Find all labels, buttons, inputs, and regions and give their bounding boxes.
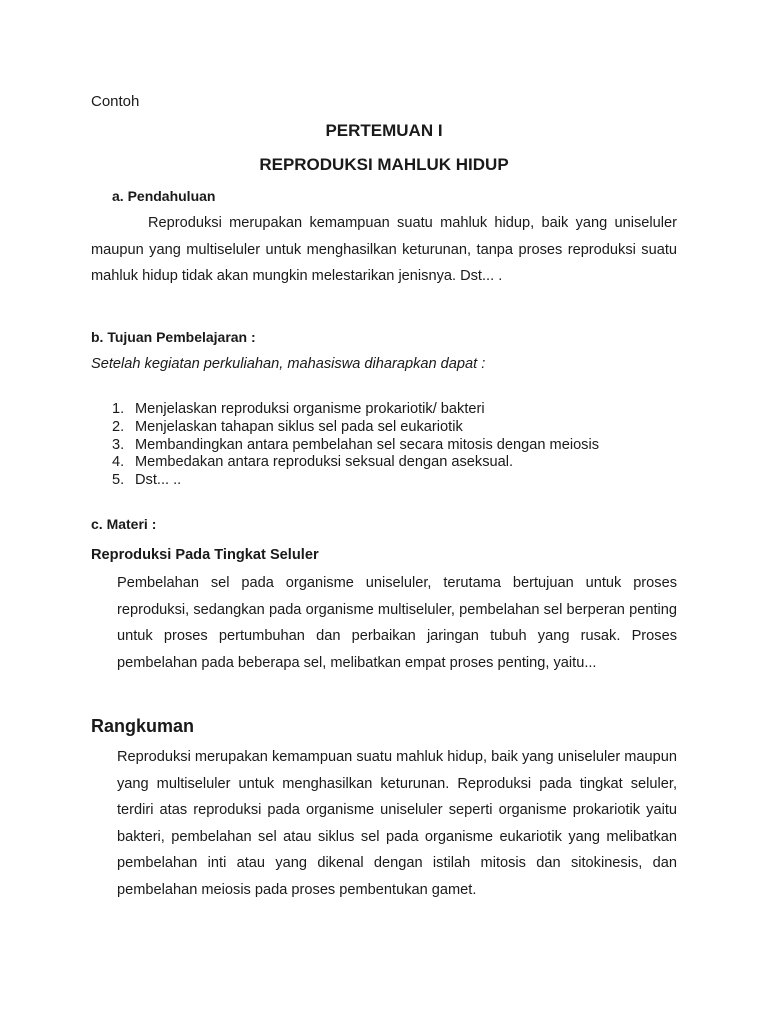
list-item: 3. Membandingkan antara pembelahan sel secara mitosis dengan meiosis: [112, 436, 600, 453]
material-paragraph: Pembelahan sel pada organisme uniseluler, terutama bertujuan untuk proses reproduksi, sedangkan pada organisme multiseluler, pembelahan sel berperan penting untuk proses pertumbuhan dan perbaikan jaringan tubuh yang rusak. Proses pembelahan pada beberapa sel, melibatkan empat proses penting, yaitu...: [117, 575, 677, 671]
section-b-heading: b. Tujuan Pembelajaran :: [91, 329, 256, 345]
introduction-paragraph: Reproduksi merupakan kemampuan suatu mahluk hidup, baik yang uniseluler maupun yang multiseluler untuk menghasilkan keturunan, tanpa proses reproduksi suatu mahluk hidup tidak akan mungkin melestarikan jenisnya. Dst... .: [91, 215, 677, 284]
section-a-heading: a. Pendahuluan: [112, 188, 216, 204]
section-c-heading: c. Materi :: [91, 516, 157, 532]
list-item-text: Menjelaskan reproduksi organisme prokariotik/ bakteri: [135, 401, 485, 417]
objectives-list: [112, 401, 599, 490]
list-item: 1. Menjelaskan reproduksi organisme prokariotik/ bakteri: [112, 401, 485, 417]
summary-paragraph: Reproduksi merupakan kemampuan suatu mahluk hidup, baik yang uniseluler maupun yang multiseluler untuk menghasilkan keturunan. Reproduksi pada tingkat seluler, terdiri atas reproduksi pada organisme uniseluler seperti organisme prokariotik yaitu bakteri, pembelahan sel atau siklus sel pada organisme eukariotik yang melibatkan pembelahan inti atau yang dikenal dengan istilah mitosis dan sitokinesis, dan pembelahan meiosis pada proses pembentukan gamet.: [117, 749, 677, 898]
topic-title: REPRODUKSI MAHLUK HIDUP: [259, 155, 509, 174]
list-item: 4. Membedakan antara reproduksi seksual dengan aseksual.: [112, 454, 514, 471]
material-subheading: Reproduksi Pada Tingkat Seluler: [91, 547, 319, 563]
example-label: Contoh: [91, 93, 140, 110]
objectives-intro: Setelah kegiatan perkuliahan, mahasiswa diharapkan dapat :: [91, 356, 486, 372]
list-item-text: Dst... ..: [135, 472, 182, 489]
list-item: 5. Dst... ..: [112, 472, 182, 489]
list-item: 2. Menjelaskan tahapan siklus sel pada sel eukariotik: [112, 418, 463, 435]
list-item-text: Membedakan antara reproduksi seksual dengan aseksual.: [135, 454, 514, 471]
meeting-title: PERTEMUAN I: [325, 121, 443, 140]
summary-heading: Rangkuman: [91, 716, 195, 736]
list-item-text: Menjelaskan tahapan siklus sel pada sel eukariotik: [135, 418, 463, 435]
list-item-text: Membandingkan antara pembelahan sel secara mitosis dengan meiosis: [135, 436, 600, 453]
